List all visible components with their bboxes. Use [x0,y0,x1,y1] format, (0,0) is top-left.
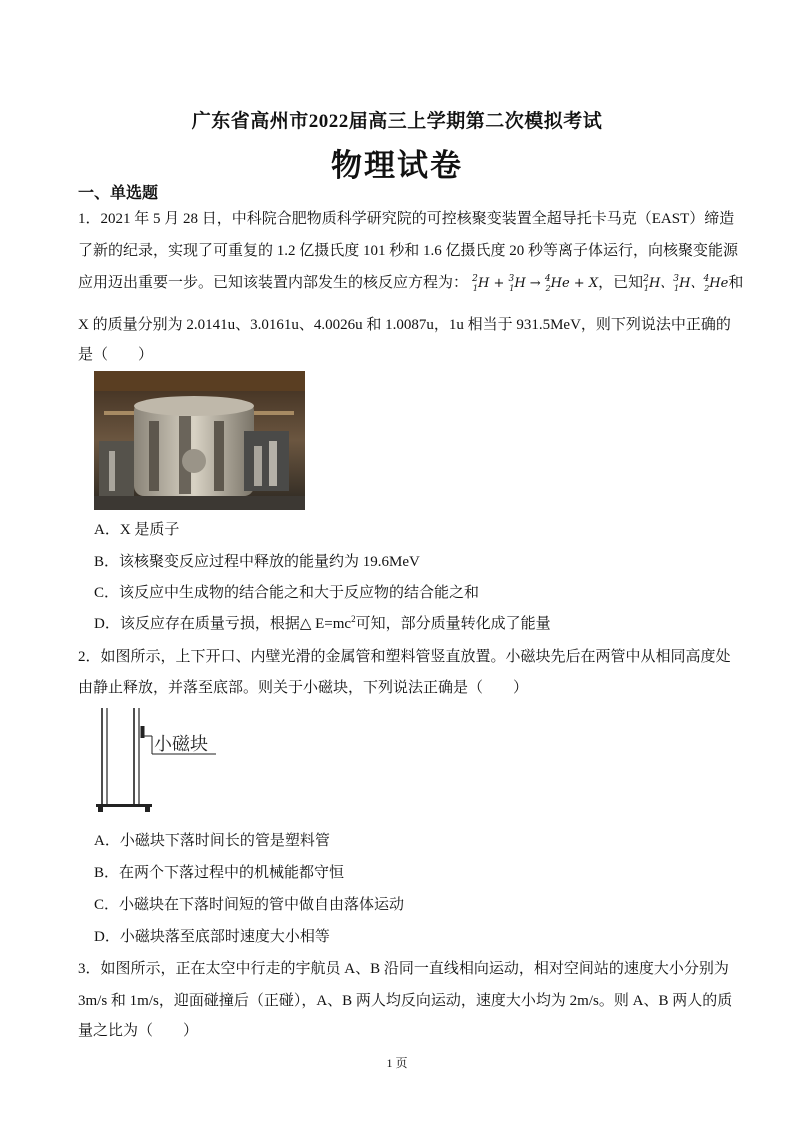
q1-option-d-suffix: 可知，部分质量转化成了能量 [355,616,551,632]
east-device-photo [94,371,305,510]
q3-line-2: 3m/s 和 1m/s，迎面碰撞后（正碰），A、B 两人均反向运动，速度大小均为 2m/s。则 A、B 两人的质 [78,993,733,1009]
q2-option-b: B．在两个下落过程中的机械能都守恒 [94,865,345,881]
q2-line-1: 2．如图所示，上下开口、内壁光滑的金属管和塑料管竖直放置。小磁块先后在两管中从相同高度处 [78,649,731,665]
q1-line-3-suffix: ，已知 [598,275,644,291]
q1-option-b: B．该核聚变反应过程中释放的能量约为 19.6MeV [94,554,420,570]
q1-option-c: C．该反应中生成物的结合能之和大于反应物的结合能之和 [94,585,480,601]
q1-option-d-formula: △ E=mc [299,616,352,632]
exam-title: 广东省高州市2022届高三上学期第二次模拟考试 [191,111,603,132]
q2-line-2: 由静止释放，并落至底部。则关于小磁块，下列说法正确是（ ） [78,680,529,696]
q3-line-1: 3．如图所示，正在太空中行走的宇航员 A、B 沿同一直线相向运动，相对空间站的速度大小分别为 [78,961,729,977]
q1-option-d-prefix: D．该反应存在质量亏损，根据 [94,616,300,632]
q1-line-1: 1．2021 年 5 月 28 日，中科院合肥物质科学研究院的可控核聚变装置全超导托卡马克（EAST）缔造 [78,211,735,227]
q1-line-4: X 的质量分别为 2.0141u、3.0161u、4.0026u 和 1.0087u，1u 相当于 931.5MeV，则下列说法中正确的 [78,317,731,333]
q2-option-d: D．小磁块落至底部时速度大小相等 [94,929,330,945]
magnet-label: 小磁块 [154,734,208,755]
q1-option-d [94,612,551,633]
q1-line-3-prefix: 应用迈出重要一步。已知该装置内部发生的核反应方程为： [78,275,469,291]
nuclide-list: $^2_1$H、$^3_1$H、$^4_2$He [643,274,729,293]
q2-option-a: A．小磁块下落时间长的管是塑料管 [94,833,330,849]
tubes-diagram [96,706,226,816]
section-heading: 一、单选题 [78,185,159,202]
q1-line-3 [78,271,743,293]
q1-option-d-exponent: 2 [351,614,356,624]
exam-subtitle: 物理试卷 [331,148,463,183]
q1-line-2: 了新的纪录，实现了可重复的 1.2 亿摄氏度 101 秒和 1.6 亿摄氏度 20 秒等离子体运行，向核聚变能源 [78,243,739,259]
q1-option-a: A．X 是质子 [94,522,180,538]
page-number: 1 页 [386,1056,408,1070]
q1-line-5: 是（ ） [78,347,154,363]
q1-line-3-end: 和 [728,275,744,291]
q2-option-c: C．小磁块在下落时间短的管中做自由落体运动 [94,897,405,913]
nuclear-reaction-equation: $^2_1$H + $^3_1$H → $^4_2$He + X [472,274,599,293]
q3-line-3: 量之比为（ ） [78,1023,199,1039]
